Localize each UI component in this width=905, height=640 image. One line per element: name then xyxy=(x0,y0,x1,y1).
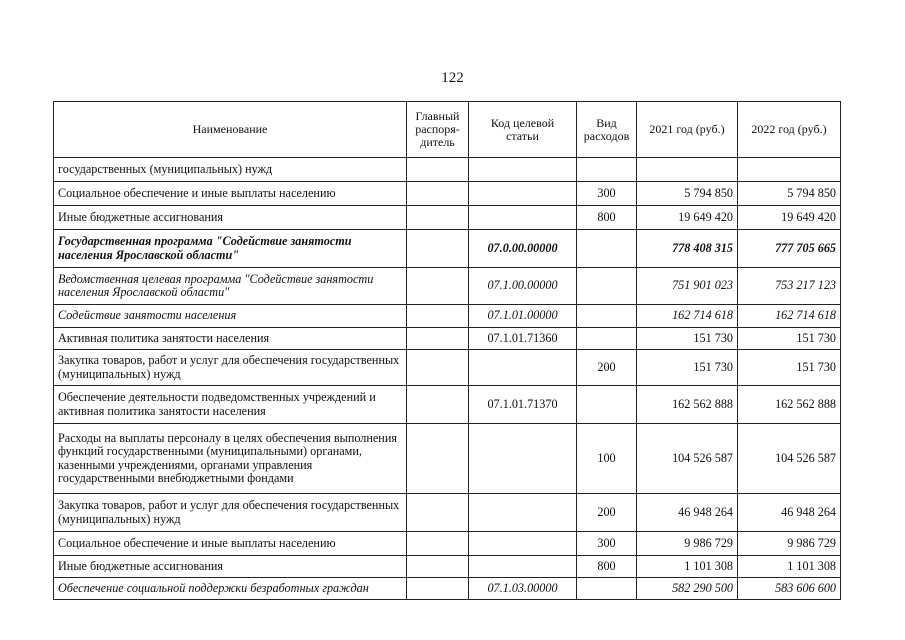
cell-admin xyxy=(407,230,469,268)
cell-kind xyxy=(577,386,637,424)
cell-kind: 300 xyxy=(577,532,637,556)
cell-kind xyxy=(577,268,637,305)
cell-kind xyxy=(577,578,637,600)
cell-code: 07.1.01.00000 xyxy=(469,305,577,328)
table-row xyxy=(54,158,841,182)
header-name: Наименование xyxy=(54,102,407,158)
cell-2022: 46 948 264 xyxy=(738,494,841,532)
table-body xyxy=(54,158,841,600)
cell-2022: 151 730 xyxy=(738,328,841,350)
cell-kind: 200 xyxy=(577,350,637,386)
cell-kind xyxy=(577,158,637,182)
cell-name: Ведомственная целевая программа "Содействие занятости населения Ярославской области" xyxy=(54,268,407,305)
cell-name: Содействие занятости населения xyxy=(54,305,407,328)
cell-admin xyxy=(407,532,469,556)
cell-2022: 5 794 850 xyxy=(738,182,841,206)
cell-code xyxy=(469,182,577,206)
cell-2021: 151 730 xyxy=(637,328,738,350)
cell-admin xyxy=(407,182,469,206)
cell-name: Государственная программа "Содействие занятости населения Ярославской области" xyxy=(54,230,407,268)
cell-admin xyxy=(407,424,469,494)
cell-2021: 151 730 xyxy=(637,350,738,386)
budget-table xyxy=(53,101,841,600)
header-kind: Вид расходов xyxy=(577,102,637,158)
cell-admin xyxy=(407,578,469,600)
table-row xyxy=(54,556,841,578)
cell-kind xyxy=(577,305,637,328)
cell-kind: 100 xyxy=(577,424,637,494)
cell-name: Иные бюджетные ассигнования xyxy=(54,206,407,230)
table-row xyxy=(54,182,841,206)
cell-2021: 5 794 850 xyxy=(637,182,738,206)
cell-code xyxy=(469,158,577,182)
table-row xyxy=(54,494,841,532)
table-row xyxy=(54,578,841,600)
cell-code: 07.1.00.00000 xyxy=(469,268,577,305)
cell-admin xyxy=(407,350,469,386)
cell-2022: 151 730 xyxy=(738,350,841,386)
cell-2022: 753 217 123 xyxy=(738,268,841,305)
cell-2022: 162 562 888 xyxy=(738,386,841,424)
cell-name: Иные бюджетные ассигнования xyxy=(54,556,407,578)
cell-admin xyxy=(407,305,469,328)
cell-name: Активная политика занятости населения xyxy=(54,328,407,350)
cell-2021: 104 526 587 xyxy=(637,424,738,494)
cell-code xyxy=(469,350,577,386)
table-row xyxy=(54,532,841,556)
cell-2021: 751 901 023 xyxy=(637,268,738,305)
header-2022: 2022 год (руб.) xyxy=(738,102,841,158)
cell-admin xyxy=(407,206,469,230)
cell-code: 07.0.00.00000 xyxy=(469,230,577,268)
cell-kind: 800 xyxy=(577,206,637,230)
cell-name: Обеспечение социальной поддержки безработных граждан xyxy=(54,578,407,600)
cell-2022: 1 101 308 xyxy=(738,556,841,578)
cell-2021: 778 408 315 xyxy=(637,230,738,268)
cell-code: 07.1.01.71370 xyxy=(469,386,577,424)
table-row xyxy=(54,230,841,268)
cell-2022: 19 649 420 xyxy=(738,206,841,230)
cell-admin xyxy=(407,328,469,350)
cell-admin xyxy=(407,386,469,424)
header-admin: Главный распоря-дитель xyxy=(407,102,469,158)
cell-name: Расходы на выплаты персоналу в целях обеспечения выполнения функций государственными (муниципальными) органами, казенными учреждениями, органами управления государственными внебюджетными фондами xyxy=(54,424,407,494)
table-row xyxy=(54,328,841,350)
table-header-row xyxy=(54,102,841,158)
cell-2022: 583 606 600 xyxy=(738,578,841,600)
cell-kind xyxy=(577,328,637,350)
cell-2021: 46 948 264 xyxy=(637,494,738,532)
cell-name: Закупка товаров, работ и услуг для обеспечения государственных (муниципальных) нужд xyxy=(54,494,407,532)
cell-admin xyxy=(407,268,469,305)
cell-admin xyxy=(407,494,469,532)
cell-2022: 162 714 618 xyxy=(738,305,841,328)
cell-kind: 800 xyxy=(577,556,637,578)
header-code: Код целевой статьи xyxy=(469,102,577,158)
cell-kind: 200 xyxy=(577,494,637,532)
table-row xyxy=(54,206,841,230)
table-row xyxy=(54,424,841,494)
cell-2021: 1 101 308 xyxy=(637,556,738,578)
cell-code xyxy=(469,206,577,230)
cell-2021: 162 562 888 xyxy=(637,386,738,424)
cell-code xyxy=(469,532,577,556)
cell-name: государственных (муниципальных) нужд xyxy=(54,158,407,182)
cell-code xyxy=(469,494,577,532)
cell-admin xyxy=(407,158,469,182)
header-2021: 2021 год (руб.) xyxy=(637,102,738,158)
cell-code xyxy=(469,424,577,494)
cell-name: Обеспечение деятельности подведомственных учреждений и активная политика занятости населения xyxy=(54,386,407,424)
cell-name: Закупка товаров, работ и услуг для обеспечения государственных (муниципальных) нужд xyxy=(54,350,407,386)
cell-code: 07.1.03.00000 xyxy=(469,578,577,600)
cell-code: 07.1.01.71360 xyxy=(469,328,577,350)
cell-2021 xyxy=(637,158,738,182)
cell-admin xyxy=(407,556,469,578)
cell-2021: 582 290 500 xyxy=(637,578,738,600)
cell-2022 xyxy=(738,158,841,182)
table-row xyxy=(54,268,841,305)
cell-2022: 104 526 587 xyxy=(738,424,841,494)
cell-kind xyxy=(577,230,637,268)
cell-2021: 162 714 618 xyxy=(637,305,738,328)
page-number: 122 xyxy=(441,70,464,86)
cell-code xyxy=(469,556,577,578)
cell-2021: 9 986 729 xyxy=(637,532,738,556)
cell-kind: 300 xyxy=(577,182,637,206)
cell-name: Социальное обеспечение и иные выплаты населению xyxy=(54,532,407,556)
table-row xyxy=(54,305,841,328)
cell-name: Социальное обеспечение и иные выплаты населению xyxy=(54,182,407,206)
table-row xyxy=(54,350,841,386)
cell-2021: 19 649 420 xyxy=(637,206,738,230)
cell-2022: 777 705 665 xyxy=(738,230,841,268)
table-row xyxy=(54,386,841,424)
cell-2022: 9 986 729 xyxy=(738,532,841,556)
